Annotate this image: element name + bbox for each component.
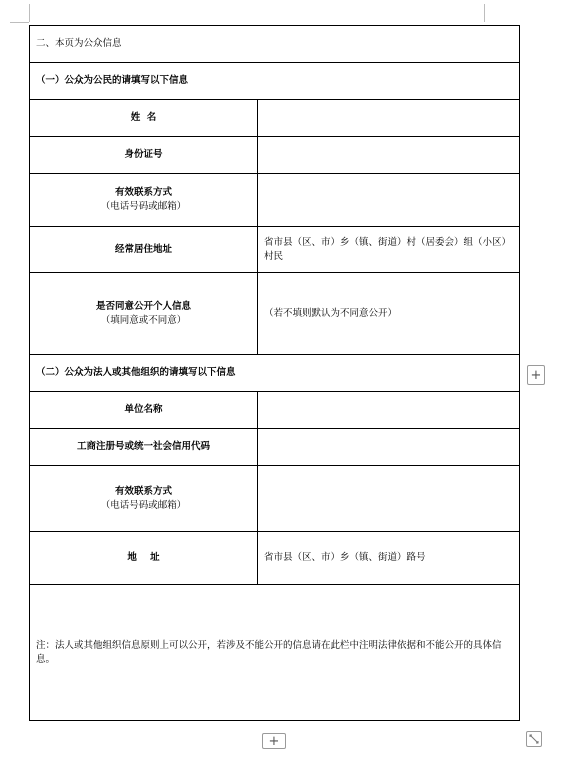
table-row — [30, 26, 520, 63]
address-field[interactable]: 省市县（区、市）乡（镇、街道）路号 — [258, 532, 520, 585]
contact-label-cell — [30, 174, 258, 227]
credit-code-label: 工商注册号或统一社会信用代码 — [30, 429, 258, 466]
resize-icon — [529, 734, 539, 744]
public-info-table — [29, 25, 520, 721]
margin-mark-left — [29, 4, 30, 22]
section-title: 二、本页为公众信息 — [30, 26, 520, 63]
table-row — [30, 100, 520, 137]
table-row — [30, 273, 520, 355]
consent-label: 是否同意公开个人信息 — [95, 300, 191, 312]
address-label: 地 址 — [30, 532, 258, 585]
table-row — [30, 532, 520, 585]
org-contact-label-cell — [30, 466, 258, 532]
org-name-field[interactable] — [258, 392, 520, 429]
contact-label: 有效联系方式 — [114, 187, 172, 198]
note-cell[interactable]: 注：法人或其他组织信息原则上可以公开，若涉及不能公开的信息请在此栏中注明法律依据和不能公开的具体信息。 — [30, 585, 520, 721]
table-row — [30, 227, 520, 273]
name-field[interactable] — [258, 100, 520, 137]
add-column-button[interactable] — [527, 365, 545, 385]
consent-label-cell — [30, 273, 258, 355]
org-name-label: 单位名称 — [30, 392, 258, 429]
part2-title: （二）公众为法人或其他组织的请填写以下信息 — [30, 355, 520, 392]
org-contact-label: 有效联系方式 — [114, 485, 172, 497]
table-resize-handle[interactable] — [526, 731, 542, 747]
consent-default-note: （若不填则默认为不同意公开） — [264, 307, 398, 319]
margin-mark-left-h — [10, 22, 29, 23]
consent-hint: （填同意或不同意） — [100, 314, 187, 326]
table-row — [30, 63, 520, 100]
org-contact-hint: （电话号码或邮箱） — [100, 499, 187, 511]
contact-field[interactable] — [258, 174, 520, 227]
table-row — [30, 137, 520, 174]
residence-label: 经常居住地址 — [30, 227, 258, 273]
name-label: 姓 名 — [30, 100, 258, 137]
table-row — [30, 355, 520, 392]
table-row — [30, 392, 520, 429]
table-row — [30, 585, 520, 721]
residence-field[interactable]: 省市县（区、市）乡（镇、街道）村（居委会）组（小区）村民 — [258, 227, 520, 273]
credit-code-field[interactable] — [258, 429, 520, 466]
table-row — [30, 429, 520, 466]
id-number-label: 身份证号 — [30, 137, 258, 174]
add-row-button[interactable] — [262, 733, 286, 749]
plus-icon: + — [530, 367, 542, 383]
part1-title: （一）公众为公民的请填写以下信息 — [30, 63, 520, 100]
contact-hint: （电话号码或邮箱） — [100, 201, 187, 212]
table-row — [30, 174, 520, 227]
id-number-field[interactable] — [258, 137, 520, 174]
org-contact-field[interactable] — [258, 466, 520, 532]
plus-icon: + — [268, 733, 280, 749]
consent-field[interactable] — [258, 273, 520, 355]
table-row — [30, 466, 520, 532]
margin-mark-right — [484, 4, 485, 22]
